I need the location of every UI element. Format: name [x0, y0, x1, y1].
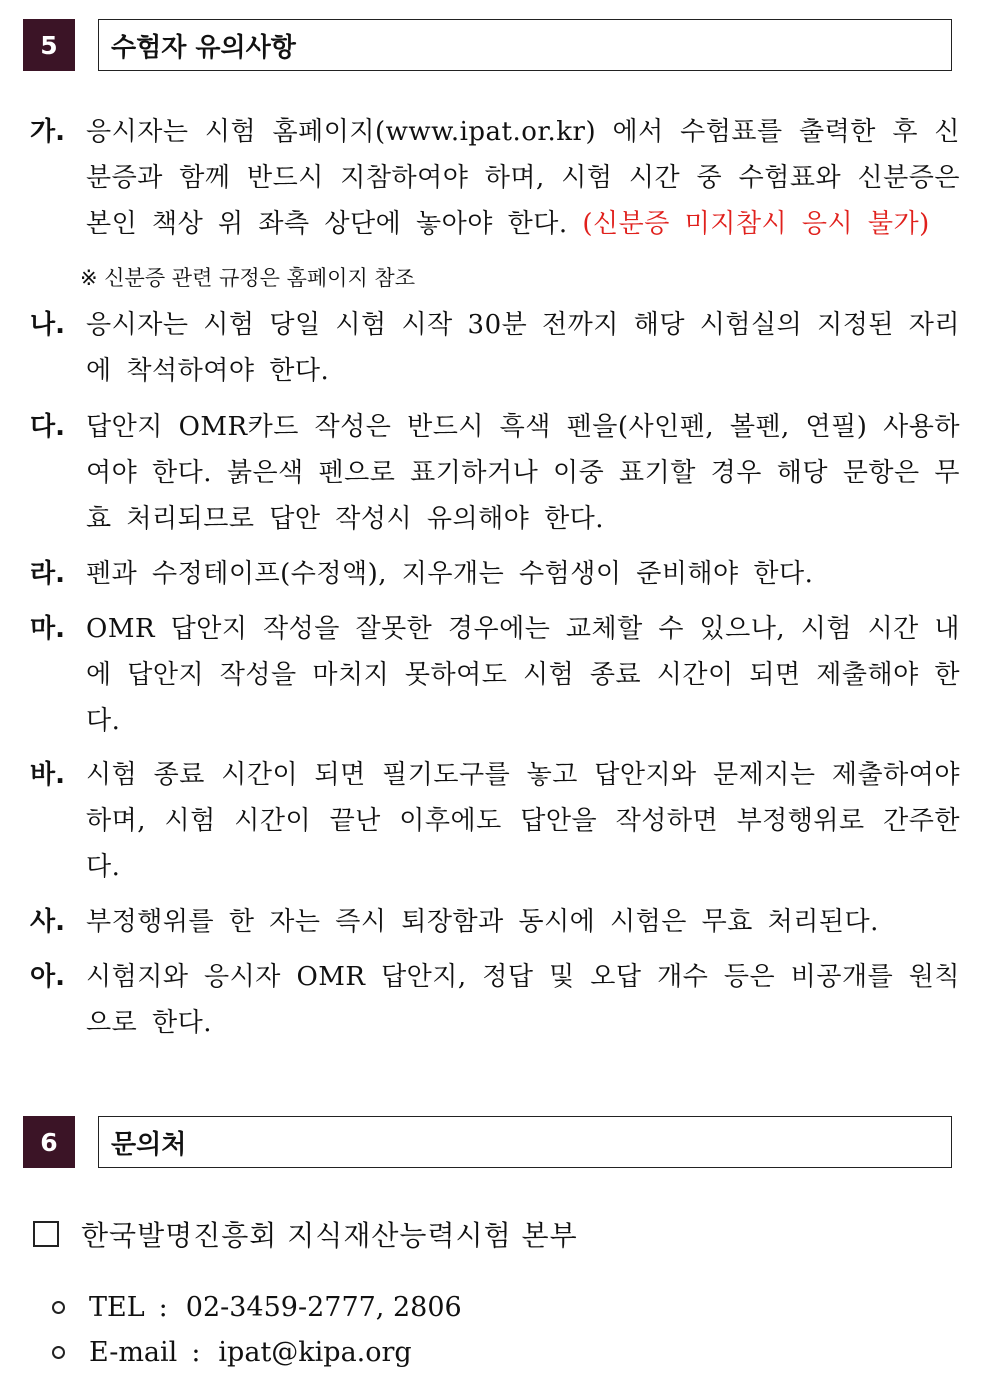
item-marker: 바. — [30, 760, 65, 790]
org-name: 한국발명진흥회 지식재산능력시험 본부 — [81, 1219, 578, 1252]
item-text: 시험 종료 시간이 되면 필기도구를 놓고 답안지와 문제지는 제출하여야 하며, 시험 시간이 끝난 이후에도 답안을 작성하면 부정행위로 간주한다. — [86, 760, 960, 882]
section-title: 수험자 유의사항 — [111, 32, 296, 63]
circle-bullet-icon — [52, 1346, 65, 1359]
section-number: 5 — [23, 19, 75, 71]
list-item — [30, 899, 960, 945]
section-title-box — [98, 19, 952, 71]
item-marker: 나. — [30, 310, 65, 340]
list-item — [30, 551, 960, 597]
item-text: 펜과 수정테이프(수정액), 지우개는 수험생이 준비해야 한다. — [86, 559, 814, 589]
email-link[interactable]: ipat@kipa.org — [218, 1337, 412, 1368]
item-marker: 다. — [30, 412, 65, 442]
contact-separator: : — [191, 1337, 201, 1368]
item-text: 답안지 OMR카드 작성은 반드시 흑색 펜을(사인펜, 볼펜, 연필) 사용하여야 한다. 붉은색 펜으로 표기하거나 이중 표기할 경우 해당 문항은 무효 처리되므로 답안 작성시 유의해야 한다. — [86, 412, 960, 534]
item-marker: 가. — [30, 117, 65, 147]
item-text — [86, 109, 960, 247]
warning-text: (신분증 미지참시 응시 불가) — [582, 209, 930, 239]
item-marker: 아. — [30, 962, 65, 992]
contact-email — [52, 1337, 412, 1368]
item-text: 시험지와 응시자 OMR 답안지, 정답 및 오답 개수 등은 비공개를 원칙으로 한다. — [86, 962, 960, 1038]
item-text-body: 응시자는 시험 홈페이지(www.ipat.or.kr) 에서 수험표를 출력한 후 신분증과 함께 반드시 지참하여야 하며, 시험 시간 중 수험표와 신분증은 본인 책상 위 좌측 상단에 놓아야 한다. — [86, 117, 960, 239]
contact-org — [33, 1214, 578, 1254]
item-marker: 사. — [30, 907, 65, 937]
item-marker: 라. — [30, 559, 65, 589]
item-marker: 마. — [30, 614, 65, 644]
contact-separator: : — [158, 1292, 168, 1323]
list-item — [30, 954, 960, 1046]
id-rule-note: ※ 신분증 관련 규정은 홈페이지 참조 — [80, 266, 415, 290]
section-number: 6 — [23, 1116, 75, 1168]
circle-bullet-icon — [52, 1301, 65, 1314]
section-6-header — [23, 1116, 940, 1168]
section-title: 문의처 — [111, 1129, 187, 1160]
section-5-header — [23, 19, 940, 71]
item-text: OMR 답안지 작성을 잘못한 경우에는 교체할 수 있으나, 시험 시간 내에 답안지 작성을 마치지 못하여도 시험 종료 시간이 되면 제출해야 한다. — [86, 614, 960, 736]
contact-label: E-mail — [89, 1337, 178, 1368]
contact-label: TEL — [89, 1292, 145, 1323]
list-item — [30, 752, 960, 890]
list-item — [30, 404, 960, 542]
list-item — [30, 302, 960, 394]
checkbox-square-icon — [33, 1221, 59, 1247]
list-item — [30, 606, 960, 744]
list-item — [30, 109, 960, 247]
section-title-box — [98, 1116, 952, 1168]
contact-tel — [52, 1292, 462, 1323]
item-text: 부정행위를 한 자는 즉시 퇴장함과 동시에 시험은 무효 처리된다. — [86, 907, 879, 937]
item-text: 응시자는 시험 당일 시험 시작 30분 전까지 해당 시험실의 지정된 자리에 착석하여야 한다. — [86, 310, 960, 386]
tel-number: 02-3459-2777, 2806 — [185, 1292, 462, 1323]
